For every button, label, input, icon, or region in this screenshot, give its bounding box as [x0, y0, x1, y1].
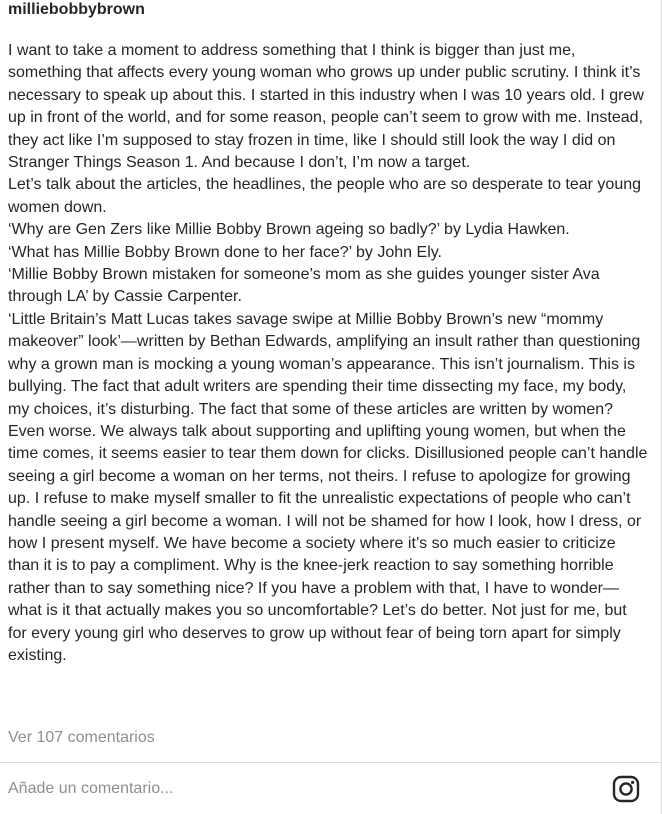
comment-input[interactable]: [8, 775, 568, 803]
caption-paragraph: ‘Little Britain’s Matt Lucas takes savage swipe at Millie Bobby Brown’s new “mommy makeover” look’—written by Bethan Edwards, amplifying an insult rather than questioning why a grown man is mocking a young woman’s appearance. This isn’t journalism. This is bullying. The fact that adult writers are spending their time dissecting my face, my body, my choices, it’s disturbing. The fact that some of these articles are written by women? Even worse. We always talk about supporting and uplifting young women, but when the time comes, it seems easier to tear them down for clicks. Disillusioned people can’t handle seeing a girl become a woman on her terms, not theirs. I refuse to apologize for growing up. I refuse to make myself smaller to fit the unrealistic expectations of people who can’t handle seeing a girl become a woman. I will not be shamed for how I look, how I dress, or how I present myself. We have become a society where it’s so much easier to criticize than it is to pay a compliment. Why is the knee-jerk reaction to say something horrible rather than to say something nice? If you have a problem with that, I have to wonder—what is it that actually makes you so uncomfortable? Let’s do better. Not just for me, but for every young girl who deserves to grow up without fear of being torn apart for simply existing.: [8, 310, 648, 664]
caption-paragraph: I want to take a moment to address something that I think is bigger than just me, something that affects every young woman who grows up under public scrutiny. I think it’s necessary to speak up about this. I started in this industry when I was 10 years old. I grew up in front of the world, and for some reason, people can’t seem to grow with me. Instead, they act like I’m supposed to stay frozen in time, like I should still look the way I did on Stranger Things Season 1. And because I don’t, I’m now a target.: [8, 42, 644, 172]
caption-paragraph: Let’s talk about the articles, the headlines, the people who are so desperate to tear young women down.: [8, 176, 642, 216]
caption-paragraph: ‘What has Millie Bobby Brown done to her face?’ by John Ely.: [8, 243, 442, 261]
caption-paragraph: ‘Millie Bobby Brown mistaken for someone’s mom as she guides younger sister Ava through LA’ by Cassie Carpenter.: [8, 266, 600, 306]
instagram-icon[interactable]: [612, 775, 640, 803]
caption-paragraph: ‘Why are Gen Zers like Millie Bobby Brown ageing so badly?’ by Lydia Hawken.: [8, 221, 570, 239]
post-username[interactable]: milliebobbybrown: [8, 1, 145, 18]
post-caption: [8, 40, 648, 667]
view-comments-link[interactable]: Ver 107 comentarios: [8, 729, 155, 746]
comment-bar: [0, 763, 661, 814]
